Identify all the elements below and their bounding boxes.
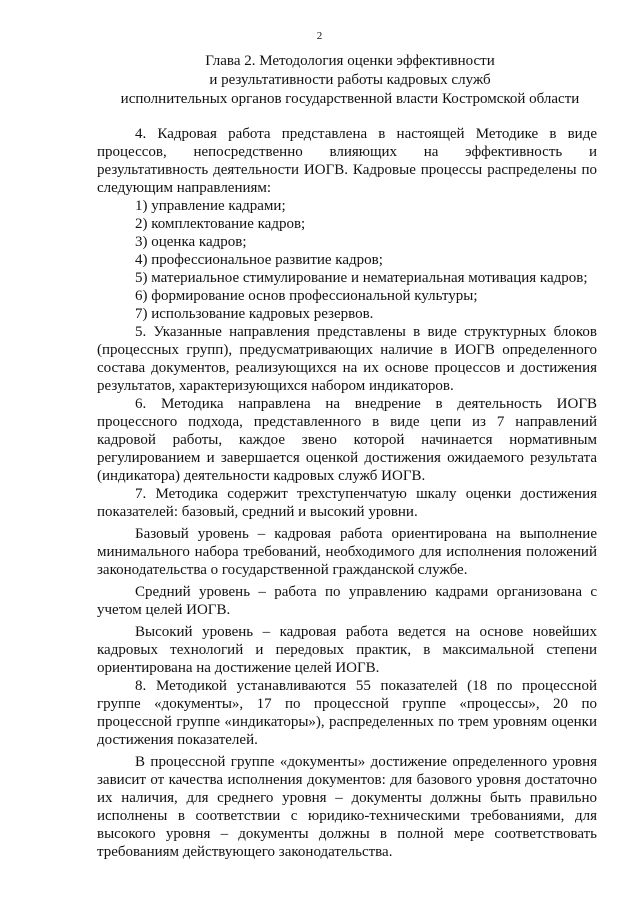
paragraph-high-level: Высокий уровень – кадровая работа ведется на основе новейших кадровых технологий и передовых практик, в максимальной степени ориентирована на достижение целей ИОГВ. — [97, 624, 597, 676]
paragraph-documents-group: В процессной группе «документы» достижение определенного уровня зависит от качества исполнения документов: для базового уровня достаточно их наличия, для среднего уровня – документы должны быть правильно исполнены в соответствии с юридико-техническими требованиями, для высокого уровня – документы должны в полной мере соответствовать требованиям действующего законодательства. — [97, 754, 597, 860]
list-item: 1) управление кадрами; — [135, 198, 286, 214]
chapter-heading-line-2: и результативности работы кадровых служб — [209, 72, 491, 88]
list-item: 4) профессиональное развитие кадров; — [135, 252, 383, 268]
paragraph-mid-level: Средний уровень – работа по управлению кадрами организована с учетом целей ИОГВ. — [97, 584, 597, 618]
list-item: 7) использование кадровых резервов. — [135, 306, 374, 322]
list-item: 6) формирование основ профессиональной культуры; — [135, 288, 478, 304]
paragraph-6: 6. Методика направлена на внедрение в деятельность ИОГВ процессного подхода, представленного в виде цепи из 7 направлений кадровой работы, каждое звено которой начинается нормативным регулированием и завершается оценкой достижения ожидаемого результата (индикатора) деятельности кадровых служб ИОГВ. — [97, 396, 597, 484]
paragraph-8: 8. Методикой устанавливаются 55 показателей (18 по процессной группе «документы», 17 по процессной группе «процессы», 20 по процессной группе «индикаторы»), распределенных по трем уровням оценки достижения показателей. — [97, 678, 597, 748]
chapter-heading-line-3: исполнительных органов государственной власти Костромской области — [120, 91, 580, 107]
chapter-heading — [60, 52, 639, 109]
list-item: 2) комплектование кадров; — [135, 216, 306, 232]
list-item: 5) материальное стимулирование и нематериальная мотивация кадров; — [135, 270, 588, 286]
document-body — [97, 125, 597, 861]
paragraph-4: 4. Кадровая работа представлена в настоящей Методике в виде процессов, непосредственно влияющих на эффективность и результативность деятельности ИОГВ. Кадровые процессы распределены по следующим направлениям: — [97, 126, 597, 196]
paragraph-5: 5. Указанные направления представлены в виде структурных блоков (процессных групп), предусматривающих наличие в ИОГВ определенного состава документов, реализующихся на их основе процессов и достижения результатов, характеризующихся набором индикаторов. — [97, 324, 597, 394]
paragraph-7: 7. Методика содержит трехступенчатую шкалу оценки достижения показателей: базовый, средний и высокий уровни. — [97, 486, 597, 520]
list-item: 3) оценка кадров; — [135, 234, 247, 250]
paragraph-base-level: Базовый уровень – кадровая работа ориентирована на выполнение минимального набора требований, необходимого для исполнения положений законодательства о государственной гражданской службе. — [97, 526, 597, 578]
page-number: 2 — [316, 30, 323, 42]
chapter-heading-line-1: Глава 2. Методология оценки эффективности — [205, 53, 495, 69]
